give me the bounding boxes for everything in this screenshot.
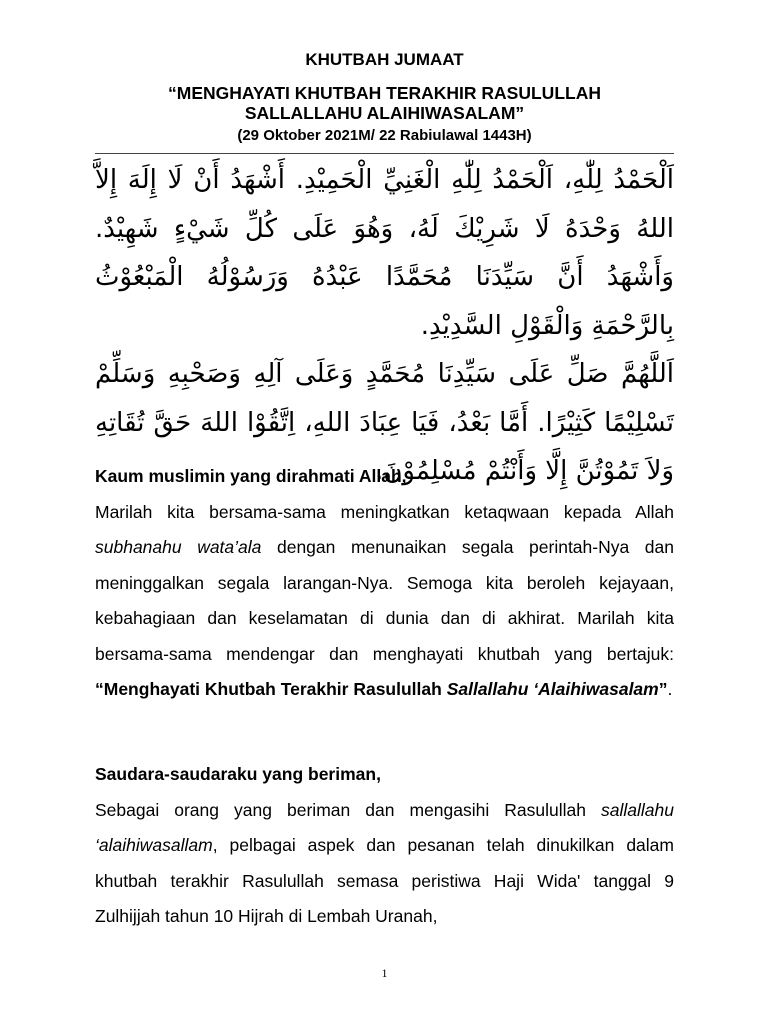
- khutbah-topic: “Menghayati Khutbah Terakhir Rasulullah Sallallahu ‘Alaihiwasalam”: [95, 679, 668, 699]
- arabic-paragraph-1: اَلْحَمْدُ لِلّٰهِ، اَلْحَمْدُ لِلّٰهِ الْغَنِيِّ الْحَمِيْدِ. أَشْهَدُ أَنْ لَا إِلَهَ إِلاَّ اللهُ وَحْدَهُ لَا شَرِيْكَ لَهُ، وَهُوَ عَلَى كُلِّ شَيْءٍ شَهِيْدٌ. وَأَشْهَدُ أَنَّ سَيِّدَنَا مُحَمَّدًا عَبْدُهُ وَرَسُوْلُهُ الْمَبْعُوْثُ بِالرَّحْمَةِ وَالْقَوْلِ السَّدِيْدِ.: [95, 165, 674, 341]
- arabic-opening: [95, 156, 674, 496]
- khutbah-title-line2: SALLALLAHU ALAIHIWASALAM”: [244, 103, 525, 123]
- section-1-paragraph: Marilah kita bersama-sama meningkatkan ketaqwaan kepada Allah subhanahu wata’ala dengan menunaikan segala perintah-Nya dan meninggalkan segala larangan-Nya. Semoga kita beroleh kejayaan, kebahagiaan dan keselamatan di dunia dan di akhirat. Marilah kita bersama-sama mendengar dan menghayati khutbah yang bertajuk: “Menghayati Khutbah Terakhir Rasulullah Sallallahu ‘Alaihiwasalam”.: [95, 501, 674, 699]
- section-2: [95, 757, 674, 935]
- document-title: KHUTBAH JUMAAT: [305, 50, 464, 69]
- page-content: [95, 0, 674, 1024]
- section-2-heading: Saudara-saudaraku yang beriman,: [95, 764, 381, 784]
- header-divider: [95, 153, 674, 154]
- khutbah-date: (29 Oktober 2021M/ 22 Rabiulawal 1443H): [237, 127, 532, 144]
- arabic-paragraph-2: اَللَّهُمَّ صَلِّ عَلَى سَيِّدِنَا مُحَمَّدٍ وَعَلَى آلِهِ وَصَحْبِهِ وَسَلِّمْ تَسْلِيْمًا كَثِيْرًا. أَمَّا بَعْدُ، فَيَا عِبَادَ اللهِ، اِتَّقُوْا اللهَ حَقَّ تُقَاتِهِ وَلاَ تَمُوْتُنَّ إِلَّا وَأَنْتُمْ مُسْلِمُوْنَ.: [95, 359, 674, 486]
- khutbah-title-line1: “MENGHAYATI KHUTBAH TERAKHIR RASULULLAH: [168, 83, 601, 103]
- section-1: [95, 459, 674, 708]
- khutbah-title: [95, 83, 674, 123]
- section-1-heading: Kaum muslimin yang dirahmati Allah,: [95, 466, 407, 486]
- section-2-paragraph: Sebagai orang yang beriman dan mengasihi Rasulullah sallallahu ‘alaihiwasallam, pelbagai aspek dan pesanan telah dinukilkan dalam khutbah terakhir Rasulullah semasa peristiwa Haji Wida' tanggal 9 Zulhijjah tahun 10 Hijrah di Lembah Uranah,: [95, 799, 674, 926]
- page-number: 1: [381, 966, 388, 980]
